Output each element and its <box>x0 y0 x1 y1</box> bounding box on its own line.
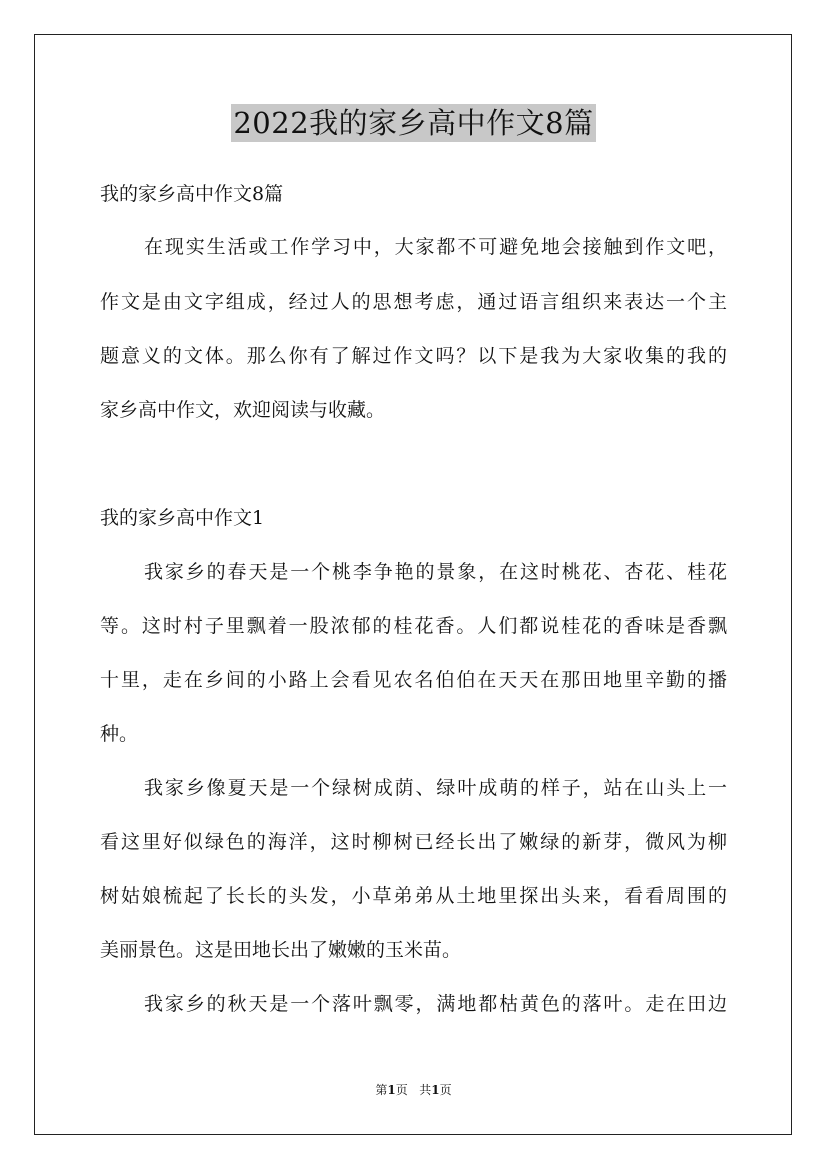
footer-page-suffix: 页 <box>439 1083 452 1097</box>
spring-line-2: 等。这时村子里飘着一股浓郁的桂花香。人们都说桂花的香味是香飘 <box>100 615 727 637</box>
footer-page-mid: 页 共 <box>395 1083 432 1097</box>
spring-line-1: 我家乡的春天是一个桃李争艳的景象，在这时桃花、杏花、桂花 <box>144 561 727 583</box>
page-footer <box>0 1082 827 1098</box>
document-subtitle: 我的家乡高中作文8篇 <box>100 183 284 205</box>
document-title: 2022我的家乡高中作文8篇 <box>233 106 594 140</box>
title-container <box>0 104 827 142</box>
autumn-line-1: 我家乡的秋天是一个落叶飘零，满地都枯黄色的落叶。走在田边 <box>144 993 727 1015</box>
footer-page-total: 1 <box>431 1083 440 1097</box>
intro-line-4: 家乡高中作文，欢迎阅读与收藏。 <box>100 399 386 421</box>
spring-line-4: 种。 <box>100 723 139 745</box>
section-heading: 我的家乡高中作文1 <box>100 507 265 529</box>
summer-line-3: 树姑娘梳起了长长的头发，小草弟弟从土地里探出头来，看看周围的 <box>100 885 727 907</box>
intro-line-3: 题意义的文体。那么你有了解过作文吗？以下是我为大家收集的我的 <box>100 345 727 367</box>
footer-page-prefix: 第 <box>375 1083 388 1097</box>
spring-line-3: 十里，走在乡间的小路上会看见农名伯伯在天天在那田地里辛勤的播 <box>100 669 727 691</box>
footer-page-number: 1 <box>387 1083 396 1097</box>
summer-line-2: 看这里好似绿色的海洋，这时柳树已经长出了嫩绿的新芽，微风为柳 <box>100 831 727 853</box>
summer-line-4: 美丽景色。这是田地长出了嫩嫩的玉米苗。 <box>100 939 462 961</box>
intro-line-2: 作文是由文字组成，经过人的思想考虑，通过语言组织来表达一个主 <box>100 291 727 313</box>
intro-line-1: 在现实生活或工作学习中，大家都不可避免地会接触到作文吧， <box>144 236 727 258</box>
summer-line-1: 我家乡像夏天是一个绿树成荫、绿叶成萌的样子，站在山头上一 <box>144 777 727 799</box>
